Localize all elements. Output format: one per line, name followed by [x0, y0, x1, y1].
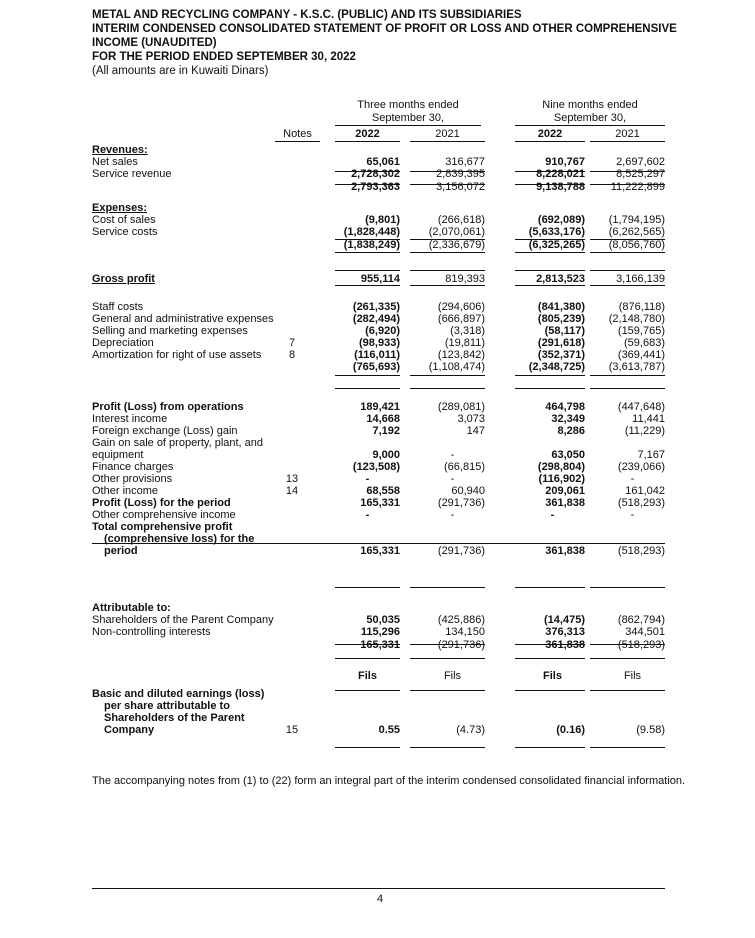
row-value: 955,114	[360, 273, 400, 285]
row-label: Depreciation	[92, 337, 154, 349]
row-label: Finance charges	[92, 461, 174, 473]
statement-title: INTERIM CONDENSED CONSOLIDATED STATEMENT OF PROFIT OR LOSS AND OTHER COMPREHENSIVE	[92, 23, 677, 35]
row-value: Fils	[543, 670, 562, 682]
row-value: (1,838,249)	[343, 239, 400, 251]
row-value: (58,117)	[544, 325, 585, 337]
row-value: -	[365, 473, 370, 485]
row-value: 910,767	[545, 156, 585, 168]
row-value: 32,349	[551, 413, 585, 425]
row-value: (261,335)	[352, 301, 400, 313]
row-value: (59,683)	[624, 337, 665, 349]
row-label: period	[104, 545, 138, 557]
row-label: Company	[104, 724, 155, 736]
row-value: 189,421	[360, 401, 400, 413]
row-note: 13	[285, 473, 299, 485]
row-value: 2,728,302	[351, 168, 400, 180]
row-value: 8,286	[557, 425, 585, 437]
row-value: 7,167	[637, 449, 665, 461]
row-value: Fils	[623, 670, 642, 682]
row-label: Staff costs	[92, 301, 144, 313]
row-value: 65,061	[366, 156, 400, 168]
row-label: Other comprehensive income	[92, 509, 236, 521]
row-value: 11,222,899	[610, 181, 665, 193]
row-value: -	[450, 449, 455, 461]
row-label: Amortization for right of use assets	[92, 349, 262, 361]
row-value: (6,920)	[365, 325, 400, 337]
row-label: Gross profit	[92, 273, 155, 285]
row-value: 8,228,021	[536, 168, 585, 180]
row-label: Net sales	[92, 156, 138, 168]
row-value: (805,239)	[537, 313, 585, 325]
row-value: 344,501	[625, 626, 665, 638]
row-value: (2,348,725)	[528, 361, 585, 373]
row-value: -	[630, 509, 635, 521]
row-label: Shareholders of the Parent	[104, 712, 245, 724]
row-label: Other provisions	[92, 473, 173, 485]
row-value: (116,902)	[538, 473, 585, 485]
row-value: (159,765)	[617, 325, 665, 337]
row-value: (291,618)	[537, 337, 585, 349]
row-value: 165,331	[360, 545, 400, 557]
row-value: (116,011)	[354, 349, 400, 361]
row-value: 361,838	[545, 497, 585, 509]
row-value: (239,066)	[617, 461, 665, 473]
three-months-heading: Three months ended September 30,	[357, 99, 459, 124]
row-value: (11,229)	[624, 425, 665, 437]
row-value: (282,494)	[352, 313, 400, 325]
row-value: (1,108,474)	[428, 361, 485, 373]
currency-note: (All amounts are in Kuwaiti Dinars)	[92, 65, 269, 77]
row-label: Interest income	[92, 413, 168, 425]
row-value: Fils	[358, 670, 377, 682]
row-value: (352,371)	[537, 349, 585, 361]
row-value: (3,613,787)	[608, 361, 665, 373]
row-label: (comprehensive loss) for the	[104, 533, 255, 545]
row-value: (4.73)	[456, 724, 485, 736]
row-label: Profit (Loss) from operations	[92, 401, 244, 413]
row-value: (765,693)	[352, 361, 400, 373]
row-value: (447,648)	[617, 401, 665, 413]
row-value: 9,138,788	[536, 181, 585, 193]
row-value: (369,441)	[617, 349, 665, 361]
row-value: 464,798	[545, 401, 585, 413]
statement-header	[92, 8, 692, 78]
row-value: (123,508)	[352, 461, 400, 473]
row-value: 115,296	[360, 626, 400, 638]
row-value: 3,166,139	[616, 273, 665, 285]
row-value: 376,313	[545, 626, 585, 638]
row-label: General and administrative expenses	[92, 313, 274, 325]
row-value: 50,035	[366, 614, 400, 626]
row-value: 209,061	[545, 485, 585, 497]
row-value: 361,838	[545, 639, 585, 651]
row-value: 14,668	[366, 413, 400, 425]
row-value: (291,736)	[437, 545, 485, 557]
row-value: -	[450, 473, 455, 485]
row-value: (2,148,780)	[608, 313, 665, 325]
row-value: (266,618)	[437, 214, 485, 226]
row-value: -	[450, 509, 455, 521]
row-value: 3,156,072	[436, 181, 485, 193]
row-label: Non-controlling interests	[92, 626, 211, 638]
row-value: 0.55	[378, 724, 400, 736]
row-value: Fils	[443, 670, 462, 682]
row-value: (289,081)	[437, 401, 485, 413]
row-value: 60,940	[451, 485, 485, 497]
row-label: Gain on sale of property, plant, and	[92, 437, 264, 449]
row-label: Cost of sales	[92, 214, 156, 226]
row-value: (9.58)	[636, 724, 665, 736]
row-value: 9,000	[372, 449, 400, 461]
footnote: The accompanying notes from (1) to (22) form an integral part of the interim condensed consolidated financial information.	[92, 775, 686, 787]
row-value: 316,677	[445, 156, 485, 168]
row-label: Other income	[92, 485, 159, 497]
year-2022-9m-header: 2022	[537, 128, 563, 140]
row-note: 15	[285, 724, 299, 736]
row-value: 134,150	[445, 626, 485, 638]
row-value: 147	[466, 425, 485, 437]
row-value: (123,842)	[437, 349, 485, 361]
row-value: -	[550, 509, 555, 521]
row-value: 165,331	[360, 639, 400, 651]
row-label: Profit (Loss) for the period	[92, 497, 231, 509]
row-value: (5,633,176)	[528, 226, 585, 238]
row-note: 14	[285, 485, 299, 497]
row-value: (6,262,565)	[608, 226, 665, 238]
row-note: 7	[288, 337, 296, 349]
year-2021-9m-header: 2021	[615, 128, 640, 140]
row-value: 63,050	[551, 449, 585, 461]
row-note: 8	[288, 349, 296, 361]
row-value: 2,813,523	[536, 273, 585, 285]
row-value: (298,804)	[537, 461, 585, 473]
row-value: (3,318)	[450, 325, 485, 337]
row-value: 361,838	[545, 545, 585, 557]
row-label: Expenses:	[92, 202, 148, 214]
row-value: (294,606)	[437, 301, 485, 313]
row-value: 161,042	[625, 485, 665, 497]
nine-months-heading: Nine months ended September 30,	[542, 99, 638, 124]
page-number: 4	[376, 893, 384, 905]
row-value: (291,736)	[437, 639, 485, 651]
row-label: Service revenue	[92, 168, 172, 180]
row-label: Foreign exchange (Loss) gain	[92, 425, 238, 437]
row-value: (9,801)	[365, 214, 400, 226]
row-value: (1,828,448)	[343, 226, 400, 238]
row-value: (14,475)	[544, 614, 585, 626]
row-value: 819,393	[445, 273, 485, 285]
row-value: (0.16)	[556, 724, 585, 736]
row-value: 165,331	[360, 497, 400, 509]
row-label: Total comprehensive profit	[92, 521, 233, 533]
row-label: per share attributable to	[104, 700, 230, 712]
row-value: 3,073	[457, 413, 485, 425]
row-value: (862,794)	[617, 614, 665, 626]
row-value: (98,933)	[359, 337, 400, 349]
year-2022-3m-header: 2022	[355, 128, 380, 140]
row-value: (518,293)	[617, 497, 665, 509]
row-value: (518,293)	[617, 639, 665, 651]
row-value: (291,736)	[437, 497, 485, 509]
row-value: (19,811)	[444, 337, 485, 349]
row-value: 8,525,297	[616, 168, 665, 180]
row-value: (841,380)	[537, 301, 585, 313]
row-value: 2,697,602	[616, 156, 665, 168]
row-value: -	[630, 473, 635, 485]
row-value: (425,886)	[437, 614, 485, 626]
row-label: Service costs	[92, 226, 158, 238]
row-value: (518,293)	[617, 545, 665, 557]
row-value: (1,794,195)	[608, 214, 665, 226]
row-value: 11,441	[632, 413, 665, 425]
row-label: Revenues:	[92, 144, 148, 156]
row-value: (876,118)	[618, 301, 665, 313]
row-value: (66,815)	[444, 461, 485, 473]
row-value: (2,336,679)	[428, 239, 485, 251]
row-value: -	[365, 509, 370, 521]
row-value: (8,056,760)	[608, 239, 665, 251]
row-label: Selling and marketing expenses	[92, 325, 248, 337]
row-value: (2,070,061)	[428, 226, 485, 238]
row-value: (692,089)	[537, 214, 585, 226]
row-label: Shareholders of the Parent Company	[92, 614, 274, 626]
row-value: 2,793,363	[351, 181, 400, 193]
row-label: Attributable to:	[92, 602, 171, 614]
row-label: Basic and diluted earnings (loss)	[92, 688, 265, 700]
statement-title-cont: INCOME (UNAUDITED)	[92, 37, 217, 49]
notes-header: Notes	[283, 128, 312, 140]
row-label: equipment	[92, 449, 144, 461]
statement-period: FOR THE PERIOD ENDED SEPTEMBER 30, 2022	[92, 51, 356, 63]
row-value: 7,192	[372, 425, 400, 437]
company-name: METAL AND RECYCLING COMPANY - K.S.C. (PUBLIC) AND ITS SUBSIDIARIES	[92, 9, 522, 21]
row-value: 68,558	[366, 485, 400, 497]
row-value: (6,325,265)	[528, 239, 585, 251]
year-2021-3m-header: 2021	[435, 128, 460, 140]
row-value: (666,897)	[437, 313, 485, 325]
row-value: 2,839,395	[436, 168, 485, 180]
